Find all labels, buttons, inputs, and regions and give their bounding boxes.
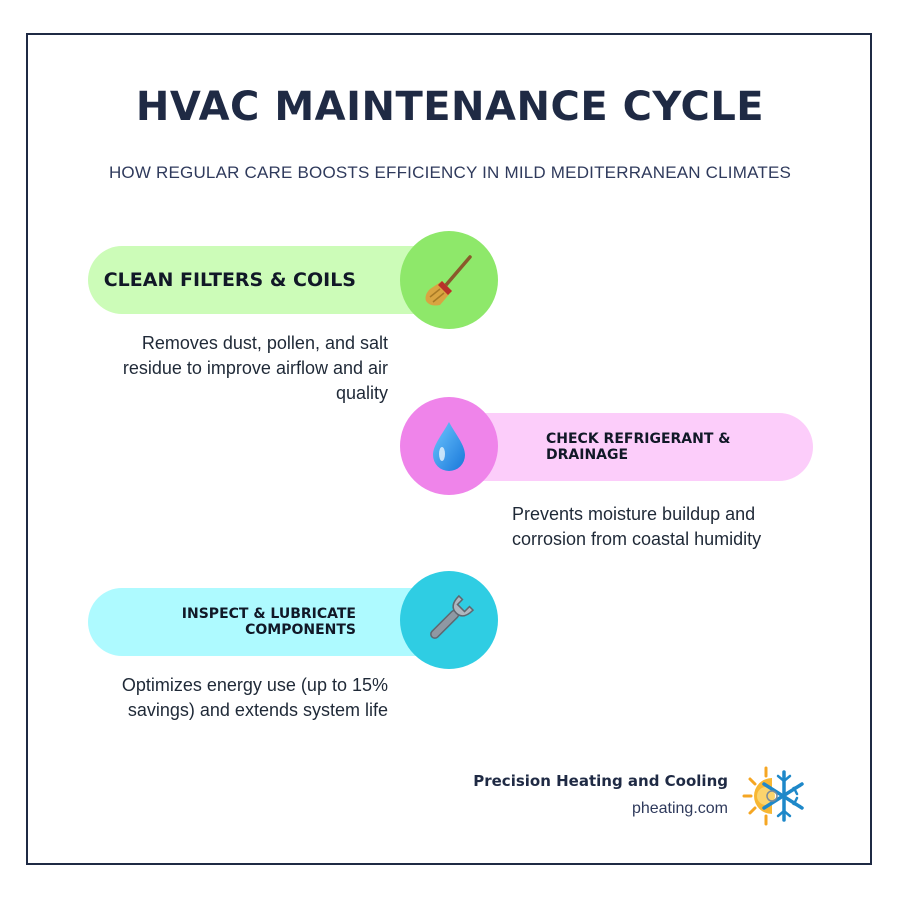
company-url: pheating.com bbox=[631, 800, 728, 817]
step-inspect-components-icon-circle bbox=[400, 571, 498, 669]
page-title: HVAC MAINTENANCE CYCLE bbox=[135, 84, 765, 130]
step-clean-filters-description: Removes dust, pollen, and salt residue to improve airflow and air quality bbox=[122, 333, 388, 403]
step-check-refrigerant-icon-circle bbox=[400, 397, 498, 495]
broom-icon bbox=[420, 251, 478, 309]
wrench-icon bbox=[421, 592, 477, 648]
step-clean-filters-icon-circle bbox=[400, 231, 498, 329]
sun-snowflake-logo-icon bbox=[742, 766, 804, 826]
step-inspect-components-label: INSPECT & LUBRICATE COMPONENTS bbox=[181, 606, 356, 638]
step-check-refrigerant-label: CHECK REFRIGERANT & DRAINAGE bbox=[546, 431, 731, 463]
company-name: Precision Heating and Cooling bbox=[473, 772, 728, 790]
water-drop-icon bbox=[424, 419, 474, 473]
step-clean-filters-label: CLEAN FILTERS & COILS bbox=[103, 269, 356, 291]
step-inspect-components-description: Optimizes energy use (up to 15% savings) and extends system life bbox=[121, 675, 388, 720]
step-check-refrigerant-description: Prevents moisture buildup and corrosion from coastal humidity bbox=[512, 504, 762, 549]
page-subtitle: HOW REGULAR CARE BOOSTS EFFICIENCY IN MILD MEDITERRANEAN CLIMATES bbox=[108, 163, 792, 182]
